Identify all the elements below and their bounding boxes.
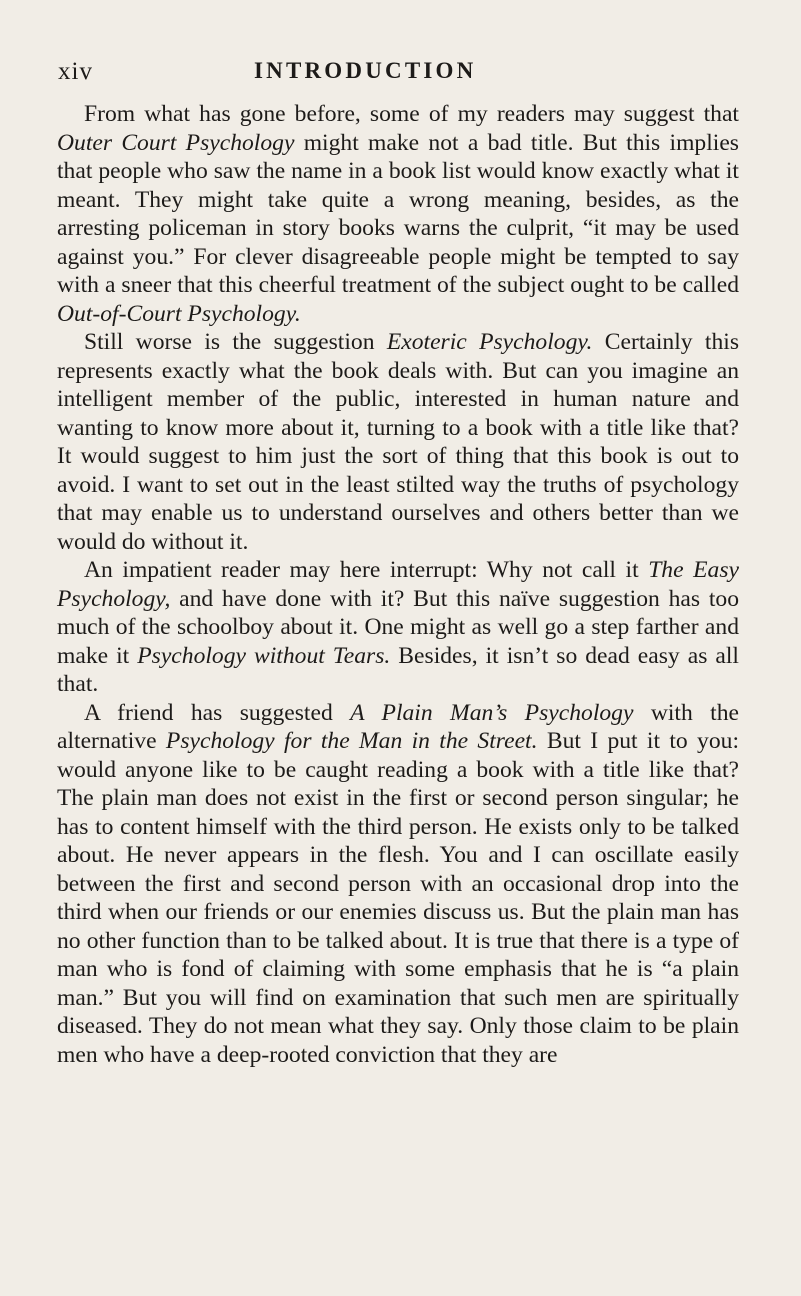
title-psychology-for-the-man-in-the-street: Psychology for the Man in the Street.: [165, 728, 538, 754]
title-exoteric-psychology: Exoteric Psychology.: [386, 329, 593, 355]
running-head: INTRODUCTION: [254, 58, 477, 83]
paragraph-3-text-1: An impatient reader may here interrupt: Why not call it: [84, 557, 649, 583]
paragraph-4: [57, 699, 739, 1070]
page-header: [58, 58, 743, 92]
paragraph-4-text-3: But I put it to you: would anyone like to be caught reading a book with a title like that? The plain man does not exist in the first or second person singular; he has to content himself with the third person. He exists only to be talked about. He never appears in the flesh. You and I can oscillate easily between the first and second person with an occasional drop into the third when our friends or our enemies discuss us. But the plain man has no other function than to be talked about. It is true that there is a type of man who is fond of claiming with some emphasis that he is “a plain man.” But you will find on examination that such men are spiritually diseased. They do not mean what they say. Only those claim to be plain men who have a deep-rooted conviction that they are: [57, 728, 739, 1068]
title-outer-court-psychology: Outer Court Psychology: [57, 129, 295, 156]
title-a-plain-mans-psychology: A Plain Man’s Psychology: [350, 699, 634, 726]
title-out-of-court-psychology: Out-of-Court Psychology.: [57, 300, 301, 327]
paragraph-2: [57, 328, 739, 556]
paragraph-4-text-2: with the alternative: [57, 699, 739, 754]
paragraph-3-text-2: and have done with it? But this naïve suggestion has too much of the schoolboy about it. One might as well go a step farther and make it: [57, 585, 739, 669]
paragraph-2-text-2: Certainly this represents exactly what the book deals with. But can you imagine an intelligent member of the public, interested in human nature and wanting to know more about it, turning to a book with a title like that? It would suggest to him just the sort of thing that this book is out to avoid. I want to set out in the least stilted way the truths of psychology that may enable us to understand ourselves and others better than we would do without it.: [57, 329, 740, 555]
paragraph-1: [57, 100, 739, 328]
paragraph-2-text-1: Still worse is the suggestion: [84, 329, 387, 355]
paragraph-3: [57, 556, 739, 699]
body-text: [57, 100, 739, 1069]
paragraph-3-text-3: Besides, it isn’t so dead easy as all that.: [57, 642, 739, 697]
title-the-easy-psychology: The Easy Psychology,: [57, 557, 739, 612]
title-psychology-without-tears: Psychology without Tears.: [137, 642, 391, 669]
paragraph-1-text-1: From what has gone before, some of my readers may suggest that: [84, 101, 739, 127]
page-number: xiv: [58, 58, 93, 85]
paragraph-1-text-2: might make not a bad title. But this implies that people who saw the name in a book list would know exactly what it meant. They might take quite a wrong meaning, besides, as the arresting policeman in story books warns the culprit, “it may be used against you.” For clever disagreeable people might be tempted to say with a sneer that this cheerful treatment of the subject ought to be called: [57, 129, 739, 298]
paragraph-4-text-1: A friend has suggested: [84, 699, 351, 726]
